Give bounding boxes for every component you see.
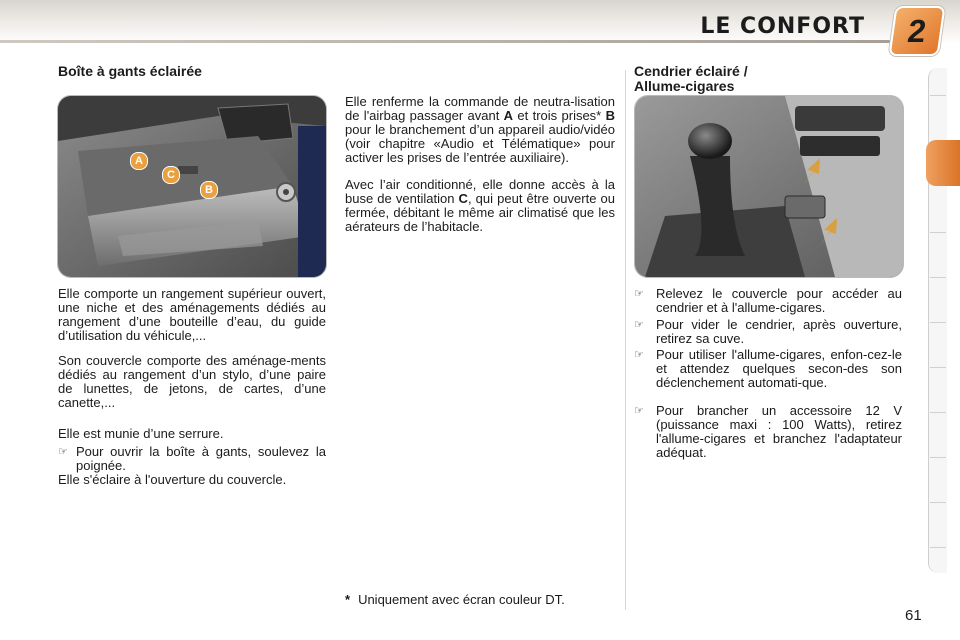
- glovebox-bullet-text: Pour ouvrir la boîte à gants, soulevez la poignée.: [76, 444, 326, 473]
- tab-divider: [930, 412, 946, 413]
- ashtray-bullet-4: [634, 404, 902, 460]
- ashtray-title-line-2: Allume-cigares: [634, 78, 735, 94]
- ashtray-title-line-1: Cendrier éclairé /: [634, 63, 748, 79]
- pointing-hand-icon: ☞: [58, 446, 68, 458]
- label-c-bold: C: [458, 191, 468, 206]
- footnote-text: Uniquement avec écran couleur DT.: [358, 592, 565, 607]
- middle-p2-text-a: Avec l’air conditionné, elle donne accès à la buse de ventilation: [345, 177, 615, 206]
- tab-divider: [930, 277, 946, 278]
- tab-divider: [930, 232, 946, 233]
- tab-divider: [930, 322, 946, 323]
- glovebox-illustration: [58, 96, 326, 277]
- glovebox-paragraph-1: Elle comporte un rangement supérieur ouvert, une niche et des aménagements dédiés au rangement d’une bouteille d’eau, du guide d’utilisation du véhicule,...: [58, 286, 326, 343]
- middle-p1-text-a: Elle renferme la commande de neutra-lisation de l'airbag passager avant: [345, 94, 615, 123]
- ashtray-bullet-3: [634, 348, 902, 390]
- middle-paragraph-1: [345, 95, 615, 165]
- middle-p2-text-c: , qui peut être ouverte ou fermée, débitant le même air climatisé que les aérateurs de l’habitacle.: [345, 191, 615, 234]
- footnote-star: *: [345, 592, 351, 607]
- photo-label-c: C: [162, 166, 180, 184]
- pointing-hand-icon: ☞: [634, 405, 644, 417]
- glovebox-paragraph-4: Elle s'éclaire à l'ouverture du couvercle.: [58, 472, 287, 487]
- middle-p1-text-e: pour le branchement d’un appareil audio/vidéo (voir chapitre «Audio et Télématique» pour activer les prises de l’entrée auxiliaire).: [345, 122, 615, 165]
- pointing-hand-icon: ☞: [634, 349, 644, 361]
- glovebox-photo: [57, 95, 327, 278]
- tab-divider: [930, 95, 946, 96]
- glovebox-paragraph-3: Elle est munie d’une serrure.: [58, 426, 224, 441]
- pointing-hand-icon: ☞: [634, 319, 644, 331]
- header-stripe: [0, 40, 890, 43]
- glovebox-section-title: Boîte à gants éclairée: [58, 63, 202, 79]
- ashtray-photo: [634, 95, 904, 278]
- chapter-tab-active[interactable]: [926, 140, 960, 186]
- middle-paragraph-2: [345, 178, 615, 234]
- tab-divider: [930, 502, 946, 503]
- ashtray-bullet-1: [634, 287, 902, 315]
- chapter-number-badge: 2: [888, 6, 945, 56]
- tab-divider: [930, 547, 946, 548]
- ashtray-section-title: [634, 64, 748, 94]
- tab-divider: [930, 457, 946, 458]
- glovebox-bullet-open: [58, 445, 326, 473]
- photo-label-b: B: [200, 181, 218, 199]
- column-divider: [625, 70, 626, 610]
- glovebox-paragraph-2: Son couvercle comporte des aménage-ments dédiés au rangement d’un stylo, d’une paire de lunettes, de jetons, de cartes, d’une canette,...: [58, 353, 326, 410]
- ashtray-bullet-text: Relevez le couvercle pour accéder au cendrier et à l'allume-cigares.: [656, 286, 902, 315]
- photo-label-a: A: [130, 152, 148, 170]
- footnote: [345, 592, 565, 607]
- ashtray-bullet-text: Pour vider le cendrier, après ouverture, retirez sa cuve.: [656, 317, 902, 346]
- ashtray-bullet-2: [634, 318, 902, 346]
- label-b-bold: B: [605, 108, 615, 123]
- tab-divider: [930, 367, 946, 368]
- label-a-bold: A: [503, 108, 514, 123]
- chapter-title: LE CONFORT: [700, 14, 865, 39]
- ashtray-bullet-text: Pour utiliser l'allume-cigares, enfon-cez-le et attendez quelques secon-des son déclenchement automati-que.: [656, 347, 902, 390]
- page-number: 61: [905, 607, 922, 624]
- middle-p1-text-c: et trois prises*: [513, 108, 606, 123]
- pointing-hand-icon: ☞: [634, 288, 644, 300]
- ashtray-bullet-text: Pour brancher un accessoire 12 V (puissance maxi : 100 Watts), retirez l'allume-cigares et branchez l'adaptateur adéquat.: [656, 403, 902, 460]
- ashtray-illustration: [635, 96, 903, 277]
